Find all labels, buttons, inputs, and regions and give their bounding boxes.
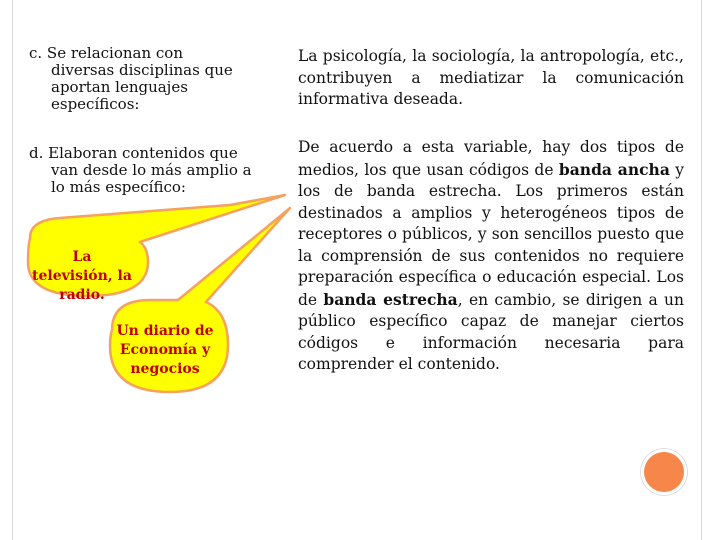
paragraph-d-part1: De acuerdo a esta variable, hay dos tipos de medios, los que usan códigos de: [298, 138, 684, 179]
item-d-first-line: d. Elaboran contenidos que: [29, 144, 238, 162]
paragraph-d-bold2: banda estrecha: [323, 289, 458, 309]
decorative-circle: [644, 452, 684, 492]
item-c-continuation: diversas disciplinas que aportan lenguajes específicos:: [51, 61, 233, 113]
callout-tv-label: La televisión, la radio.: [32, 249, 132, 303]
item-c-first-line: c. Se relacionan con: [29, 44, 183, 62]
callout-diario-label: Un diario de Economía y negocios: [116, 323, 214, 377]
paragraph-c: La psicología, la sociología, la antropología, etc., contribuyen a mediatizar la comunicación informativa deseada.: [298, 47, 684, 108]
paragraph-d-bold1: banda ancha: [558, 159, 670, 179]
paragraph-d-part3: , en cambio, se dirigen a un público específico capaz de manejar ciertos códigos e información necesaria para comprender el contenido.: [298, 290, 684, 373]
item-d-continuation: van desde lo más amplio a lo más específico:: [51, 161, 252, 196]
paragraph-d-part2: y los de banda estrecha. Los primeros están destinados a amplios y heterogéneos tipos de receptores o públicos, y son sencillos puesto que la comprensión de sus contenidos no requiere preparación específica o educación especial. Los de: [298, 160, 685, 309]
